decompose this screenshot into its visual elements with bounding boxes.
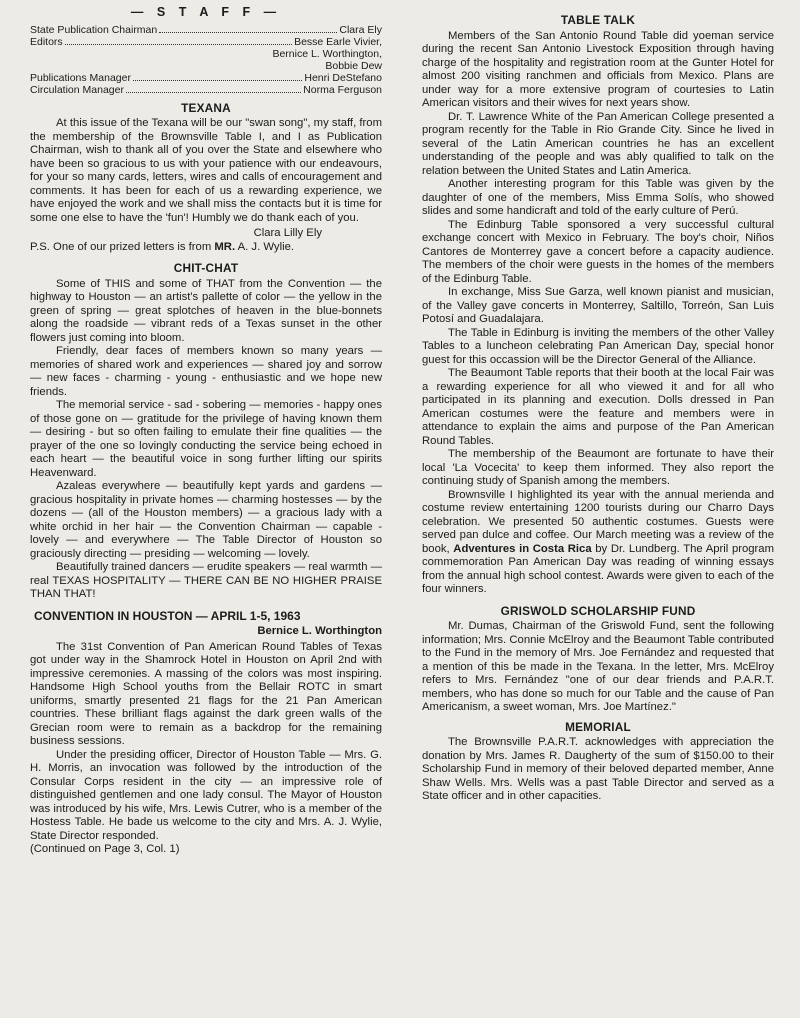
convention-paragraph: The 31st Convention of Pan American Round Tables of Texas got under way in the Shamrock Hotel in Houston on April 2nd with impressive ceremonies. A massing of the colors was most inspiring. Handsome High School youths from the Bellair ROTC in smart uniforms, smartly presented 21 flags for the 21 Pan American countries. These brilliant flags against the dark green walls of the Grecian room were to remain as a backdrop for the remaining business sessions. (30, 640, 382, 747)
staff-role: Editors (30, 35, 63, 48)
tabletalk-paragraph: Members of the San Antonio Round Table did yoeman service during the recent San Antonio Livestock Exposition through having charge of the hospitality and registration room at the Gunter Hotel for almost 200 visiting ranchmen and officials from Mexico. Plans are under way for a more extensive program of courtesies to Latin American visitors and their wives for next years show. (422, 29, 774, 109)
leader-dots (126, 84, 301, 93)
staff-row (30, 24, 382, 36)
texana-postscript (30, 241, 382, 255)
tabletalk-paragraph: The Table in Edinburg is inviting the members of the other Valley Tables to a luncheon celebrating Pan American Day, special honor guest for this occassion will be the Director General of the Alliance. (422, 326, 774, 366)
left-column (30, 6, 382, 857)
book-title: Adventures in Costa Rica (453, 542, 592, 555)
staff-name: Clara Ely (339, 23, 382, 36)
texana-body: At this issue of the Texana will be our "swan song", my staff, from the membership of the Brownsville Table I, and I as Publication Chairman, wish to thank all of you over the State and elsewhere who have been so gracious to us with your patience with our endeavours, for your so many cards, letters, wires and calls of encouragement and comments. It has been for each of us a rewarding experience, we have enjoyed the work and we shall miss the contacts but it is time for some one else to have the 'fun'! Humbly we do thank each of you. (30, 117, 382, 224)
chitchat-paragraph: Azaleas everywhere — beautifully kept yards and gardens — gracious hospitality in private homes — charming hostesses — by the dozens — (all of the Houston members) — a gracious lady with a white orchid in her hair — the Convention Chairman — capable - lovely — and everywhere — The Table Director of Houston so graciously directing — presiding — welcoming — lovely. (30, 480, 382, 560)
staff-title: — S T A F F — (130, 5, 282, 19)
memorial-heading: MEMORIAL (565, 719, 631, 734)
staff-list (30, 24, 382, 96)
staff-role: State Publication Chairman (30, 23, 158, 36)
chitchat-paragraph: Some of THIS and some of THAT from the Convention — the highway to Houston — an artist's pallette of color — the yellow in the green of spring — great splotches of heaven in the blue-bonnets along the roadside — vibrant reds of a Texas sunset in the other flowers just coming into bloom. (30, 277, 382, 344)
staff-row (30, 84, 382, 96)
griswold-heading: GRISWOLD SCHOLARSHIP FUND (500, 603, 696, 618)
staff-name: Henri DeStefano (304, 71, 382, 84)
staff-name: Norma Ferguson (303, 83, 382, 96)
tabletalk-paragraph (422, 489, 774, 597)
leader-dots (133, 72, 302, 81)
staff-row (30, 36, 382, 48)
ps-text: P.S. One of our prized letters is from (30, 240, 215, 253)
brownsville-text-end: by Dr. Lundberg. The April program commemoration Pan American Day was reading of winning essays from the annual high school contest. Awards were given to each of the four winners. (422, 542, 775, 595)
chitchat-paragraph: The memorial service - sad - sobering — memories - happy ones of those gone on — gratitude for the privilege of having known them — desiring - but so often failing to emulate their fine qualities — the prayer of the one so lovingly conducting the service being echoed in each heart — the beautiful voice in song further lifting our spirits Heavenward. (30, 399, 382, 479)
staff-name: Bobbie Dew (325, 59, 382, 72)
tabletalk-paragraph: The membership of the Beaumont are fortunate to have their local 'La Vocecita' to keep them informed. They also report the continuing study of Spanish among the members. (422, 448, 774, 487)
staff-row (30, 72, 382, 84)
leader-dots (65, 36, 292, 45)
staff-role: Circulation Manager (30, 83, 124, 96)
tabletalk-paragraph: In exchange, Miss Sue Garza, well known pianist and musician, of the Valley gave concerts in Monterrey, Saltillo, Torreón, San Luis Potosí and Guadalajara. (422, 286, 774, 325)
memorial-body: The Brownsville P.A.R.T. acknowledges with appreciation the donation by Mrs. James R. Daugherty of the sum of $150.00 to their Scholarship Fund in memory of their beloved departed member, Anne Shaw Wells. Mrs. Wells was a past Table Director and served as a State officer and in other capacities. (422, 736, 774, 802)
staff-name: Besse Earle Vivier, (294, 35, 382, 48)
convention-byline: Bernice L. Worthington (257, 625, 382, 637)
tabletalk-heading: TABLE TALK (560, 13, 636, 27)
ps-text-end: A. J. Wylie. (235, 240, 295, 253)
tabletalk-paragraph: Another interesting program for this Table was given by the daughter of one of the members, Miss Emma Solís, who showed slides and some handicraft and told of the early culture of Perú. (422, 178, 774, 217)
right-column (422, 6, 774, 804)
chitchat-paragraph: Friendly, dear faces of members known so many years — memories of shared work and experiences — shared joy and sorrow — new faces - charming - young - enthusiastic and we hope new friends. (30, 345, 382, 398)
tabletalk-paragraph: The Beaumont Table reports that their booth at the local Fair was a rewarding experience for all who viewed it and for all who participated in its planning and execution. Dolls dressed in Pan American costumes were the feature and members were in attendance to explain the aims and purpose of the Pan American Round Tables. (422, 367, 774, 447)
tabletalk-paragraph: Dr. T. Lawrence White of the Pan American College presented a program recently for the Table in Rio Grande City. Since he lived in several of the Latin American countries he has an excellent understanding of the people and was ably qualified to talk on the relation between the United States and Latin America. (422, 110, 774, 177)
texana-heading: TEXANA (181, 100, 231, 115)
chitchat-heading: CHIT-CHAT (173, 261, 239, 275)
griswold-body: Mr. Dumas, Chairman of the Griswold Fund, sent the following information; Mrs. Connie McElroy and the Beaumont Table contributed to the Fund in the memory of Mrs. Joe Fernández and requested that a mention of this be made in the Texana. In the letter, Mrs. McElroy refers to Mrs. Fernández "one of our dear friends and P.A.R.T. members, who has done so much for our Table and the cause of Pan Americanism, a sweet woman, Mrs. Joe Martínez." (422, 620, 774, 713)
ps-bold: MR. (214, 240, 236, 253)
tabletalk-paragraph: The Edinburg Table sponsored a very successful cultural exchange concert with Mexico in February. The boy's choir, Niños Cantores de Monterrey gave a concert before a capacity audience. The members of the choir were guests in the homes of the members of the Edinburg Table. (422, 218, 774, 285)
continued-note: (Continued on Page 3, Col. 1) (30, 843, 180, 855)
texana-signature: Clara Lilly Ely (253, 227, 322, 239)
chitchat-paragraph: Beautifully trained dancers — erudite speakers — real warmth — real TEXAS HOSPITALITY — THERE CAN BE NO HIGHER PRAISE THAN THAT! (30, 561, 382, 600)
brownsville-text: Brownsville I highlighted its year with the annual merienda and costume review entertaining 1200 tourists during our Charro Days celebration. We presented 50 authentic costumes. Guests were served pan dulce and coffee. Our March meeting was a review of the book, (422, 488, 774, 555)
convention-paragraph: Under the presiding officer, Director of Houston Table — Mrs. G. H. Morris, an invocation was followed by the introduction of the Consular Corps resident in the city — an impressive role of distinguished gentlemen and one lady consul. The Mayor of Houston was introduced by his wife, Mrs. Lewis Cutrer, who is a member of the Hostess Table. He bade us welcome to the city and Mrs. A. J. Wylie, State Director responded. (30, 748, 382, 842)
leader-dots (159, 24, 337, 33)
staff-role: Publications Manager (30, 71, 131, 84)
staff-name: Bernice L. Worthington, (272, 47, 382, 60)
convention-heading: CONVENTION IN HOUSTON — APRIL 1-5, 1963 (34, 608, 301, 623)
